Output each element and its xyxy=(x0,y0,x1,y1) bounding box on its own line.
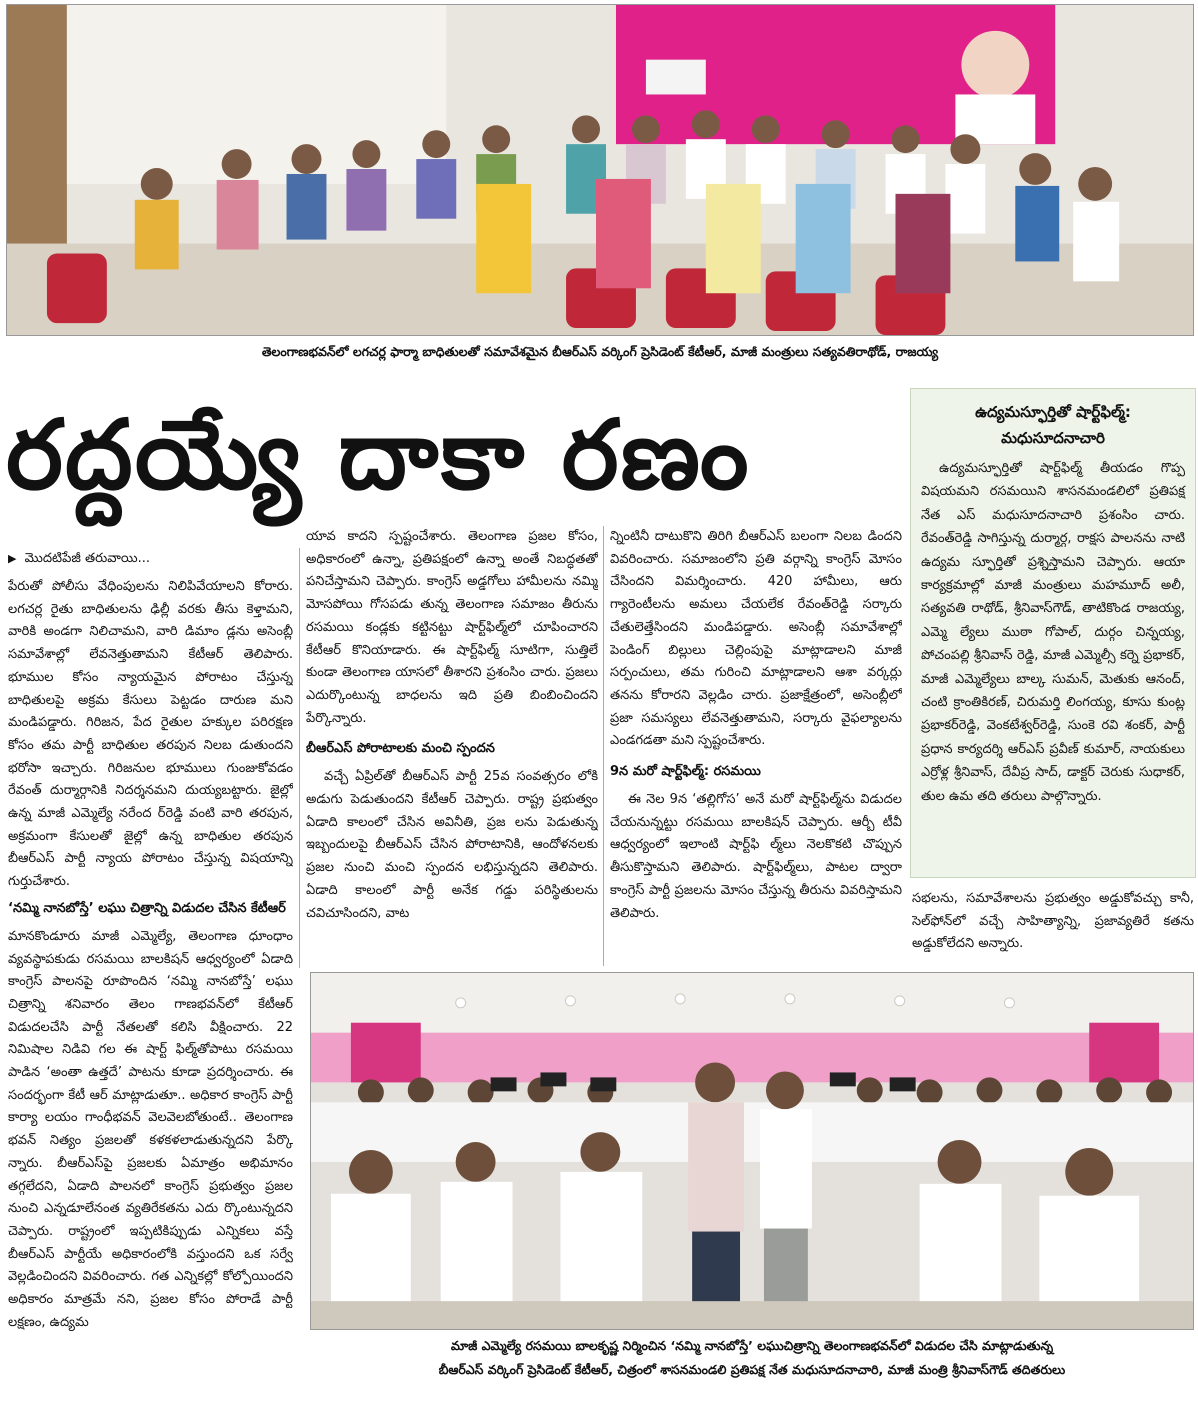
sidebar-body xyxy=(921,457,1185,808)
bottom-photo-caption-line-1: మాజీ ఎమ్మెల్యే రసమయి బాలకృష్ణ నిర్మించిన ‘నమ్మి నానబోస్తే’ లఘుచిత్రాన్ని తెలంగాణభవన్‌లో విడుదల చేసి మాట్లాడుతున్న xyxy=(450,1338,1054,1353)
article-column-1 xyxy=(8,548,293,1400)
article-paragraph: మానకొండూరు మాజీ ఎమ్మెల్యే, తెలంగాణ ధూంధాం వ్యవస్థాపకుడు రసమయి బాలకిషన్ ఆధ్వర్యంలో ఏడాది కాంగ్రెస్ పాలనపై రూపొందిన ‘నమ్మి నానబోస్తే’ లఘు చిత్రాన్ని శనివారం తెలం గాణభవన్‌లో కేటీఆర్ విడుదలచేసి పార్టీ నేతలతో కలిసి వీక్షించారు. 22 నిమిషాల నిడివి గల ఈ షార్ట్ ఫిల్మ్‌తోపాటు రసమయి పాడిన ‘అంతా ఉత్తదే’ పాటను కూడా ప్రదర్శించారు. ఈ సందర్భంగా కేటీ ఆర్ మాట్లాడుతూ.. అధికార కాంగ్రెస్ పార్టీ కార్యా లయం గాంధీభవన్ వెలవెలబోతుంటే.. తెలంగాణ భవన్ నిత్యం ప్రజలతో కళకళలాడుతున్నదని పేర్కొ న్నారు. బీఆర్‌ఎస్‌పై ప్రజలకు ఏమాత్రం అభిమానం తగ్గలేదని, ఏడాది పాలనలో కాంగ్రెస్ ప్రభుత్వం ప్రజల నుంచి ఎన్నడూలేనంత వ్యతిరేకతను ఎదు ర్కొంటున్నదని చెప్పారు. రాష్ట్రంలో ఇప్పటికిప్పుడు ఎన్నికలు వస్తే బీఆర్‌ఎస్ పార్టీయే అధికారంలోకి వస్తుందని ఒక సర్వే వెల్లడించిందని వివరించారు. గత ఎన్నికల్లో కోల్పోయిందని అధికారం మాత్రమే నని, ప్రజల కోసం పోరాడే పార్టీ లక్షణం, ఉద్యమ xyxy=(8,928,293,1330)
article-paragraph: యావ కాదని స్పష్టంచేశారు. తెలంగాణ ప్రజల కోసం, అధికారంలో ఉన్నా, ప్రతిపక్షంలో ఉన్నా అంతే నిబద్ధతతో పనిచేస్తామని చెప్పారు. కాంగ్రెస్ అడ్డగోలు హామీలను నమ్మి మోసపోయి గోసపడు తున్న తెలంగాణ సమాజం తీరును రసమయి కండ్లకు కట్టినట్టు షార్ట్‌ఫిల్మ్‌లో చూపించారని కేటీఆర్ కొనియాడారు. ఈ షార్ట్‌ఫిల్మ్ సూటిగా, సుత్తిలే కుండా తెలంగాణ యాసలో తీశారని ప్రశంసిం చారు. ప్రజలు ఎదుర్కొంటున్న బాధలను ఇది ప్రతి బింబించిందని పేర్కొన్నారు. xyxy=(306,529,598,726)
bottom-photo-caption-line-2: బీఆర్‌ఎస్ వర్కింగ్ ప్రెసిడెంట్ కేటీఆర్, చిత్రంలో శాసనమండలి ప్రతిపక్ష నేత మధుసూదనాచారి, మాజీ మంత్రి శ్రీనివాస్‌గౌడ్ తదితరులు xyxy=(438,1362,1066,1377)
bottom-photo-illustration xyxy=(311,973,1193,1329)
column-divider xyxy=(299,548,300,968)
column-divider xyxy=(603,526,604,966)
article-column-2 xyxy=(306,526,598,966)
continuation-text: మొదటిపేజీ తరువాయి... xyxy=(24,551,151,566)
article-paragraph: న్నింటినీ దాటుకొని తిరిగి బీఆర్‌ఎస్ బలంగా నిలబ డిందని వివరించారు. సమాజంలోని ప్రతి వర్గాన్ని కాంగ్రెస్ మోసం చేసిందని విమర్శించారు. 420 హామీలు, ఆరు గ్యారెంటీలను అమలు చేయలేక రేవంత్‌రెడ్డి సర్కారు చేతులెత్తేసిందని మండిపడ్డారు. అసెంబ్లీ సమావేశాల్లో పెండింగ్ బిల్లులు చెల్లింపుపై మాట్లాడాలని మాజీ సర్పంచులు, తమ గురించి మాట్లాడాలని ఆశా వర్కర్లు తనను కోరారని వెల్లడిం చారు. ప్రజాక్షేత్రంలో, అసెంబ్లీలో ప్రజా సమస్యలు లేవనెత్తుతామని, సర్కారు వైఫల్యాలను ఎండగడతా మని స్పష్టంచేశారు. xyxy=(610,529,902,749)
article-column-3 xyxy=(610,526,902,966)
top-photo-illustration xyxy=(7,5,1193,335)
article-paragraph: వచ్చే ఏప్రిల్‌తో బీఆర్‌ఎస్ పార్టీ 25వ సంవత్సరం లోకి అడుగు పెడుతుందని కేటీఆర్ చెప్పారు. రాష్ట్ర ప్రభుత్వం ఏడాది కాలంలో చేసిన అవినీతి, ప్రజ లను పెడుతున్న ఇబ్బందులపై బీఆర్‌ఎస్ చేసిన పోరాటానికి, ఆందోళనలకు ప్రజల నుంచి మంచి స్పందన లభిస్తున్నదని తెలిపారు. ఏడాది కాలంలో పార్టీ అనేక గడ్డు పరిస్థితులను చవిచూసిందని, వాట xyxy=(306,769,598,921)
sidebar-title: ఉద్యమస్ఫూర్తితో షార్ట్‌ఫిల్మ్: మధుసూదనాచారి xyxy=(975,403,1131,447)
continuation-line xyxy=(8,548,293,570)
subheading: బీఆర్‌ఎస్ పోరాటాలకు మంచి స్పందన xyxy=(306,741,495,757)
top-photo-caption: తెలంగాణభవన్‌లో లగచర్ల ఫార్మా బాధితులతో సమావేశమైన బీఆర్‌ఎస్ వర్కింగ్ ప్రెసిడెంట్ కేటీఆర్, మాజీ మంత్రులు సత్యవతిరాథోడ్, రాజయ్య xyxy=(261,344,939,359)
subheading: 9న మరో షార్ట్‌ఫిల్మ్: రసమయి xyxy=(610,764,761,780)
top-photo xyxy=(6,4,1194,336)
bottom-photo xyxy=(310,972,1194,1330)
triangle-pointer-icon: ▶ xyxy=(8,552,17,565)
article-paragraph: పేరుతో పోలీసు వేధింపులను నిలిపివేయాలని కోరారు. లగచర్ల రైతు బాధితులను ఢిల్లీ వరకు తీసు కెళ్తామని, వారికి అండగా నిలిచామని, వారి డిమాం డ్లను అసెంబ్లీ సమావేశాల్లో లేవనెత్తుతామని కేటీఆర్ తెలిపారు. భూముల కోసం న్యాయమైన పోరాటం చేస్తున్న బాధితులపై అక్రమ కేసులు పెట్టడం దారుణ మని మండిపడ్డారు. గిరిజన, పేద రైతుల హక్కుల పరిరక్షణ కోసం తమ పార్టీ బాధితుల తరపున నిలబ డుతుందని భరోసా ఇచ్చారు. గిరిజనుల భూములు గుంజుకోవడం రేవంత్ దుర్మార్గానికి నిదర్శనమని దుయ్యబట్టారు. జైల్లో ఉన్న మాజీ ఎమ్మెల్యే నరేంద ర్‌రెడ్డి వంటి వారి తరపున, అక్రమంగా కేసులతో జైల్లో ఉన్న బాధితుల తరపున బీఆర్‌ఎస్ పార్టీ న్యాయ పోరాటం చేస్తున్న విషయాన్ని గుర్తుచేశారు. xyxy=(8,579,293,890)
article-paragraph: ఈ నెల 9న ‘తల్లిగోస’ అనే మరో షార్ట్‌ఫిల్మ్‌ను విడుదల చేయనున్నట్టు రసమయి బాలకిషన్ చెప్పారు. ఆర్బీ టీవీ ఆధ్వర్యంలో ఇలాంటి షార్ట్‌ఫి ల్మ్‌లు నెలకొకటి చొప్పున తీసుకొస్తామని తెలిపారు. షార్ట్‌ఫిల్మ్‌లు, పాటల ద్వారా కాంగ్రెస్ పార్టీ ప్రజలను మోసం చేస్తున్న తీరును వివరిస్తామని తెలిపారు. xyxy=(610,792,902,921)
sidebar-box xyxy=(910,388,1196,878)
page-headline: రద్దయ్యే దాకా రణం xyxy=(6,399,751,511)
sidebar-paragraph: ఉద్యమస్ఫూర్తితో షార్ట్‌ఫిల్మ్ తీయడం గొప్ప విషయమని రసమయిని శాసనమండలిలో ప్రతిపక్ష నేత ఎస్ మధుసూదనాచారి ప్రశంసిం చారు. రేవంత్‌రెడ్డి సాగిస్తున్న దుర్మార్గ, రాక్షస పాలనను నాటి ఉద్యమ స్ఫూర్తితో ప్రశ్నిస్తామని చెప్పారు. ఆయా కార్యక్రమాల్లో మాజీ మంత్రులు మహమూద్ అలీ, సత్యవతి రాథోడ్, శ్రీనివాస్‌గౌడ్, తాటికొండ రాజయ్య, ఎమ్మె ల్యేలు ముఠా గోపాల్, దుర్గం చిన్నయ్య, పోచంపల్లి శ్రీనివాస్ రెడ్డి, మాజీ ఎమ్మెల్సీ కర్నె ప్రభాకర్, మాజీ ఎమ్మెల్యేలు బాల్క సుమన్, మెతుకు ఆనంద్, చంటి క్రాంతికిరణ్, చిరుమర్తి లింగయ్య, కూసు కుంట్ల ప్రభాకర్‌రెడ్డి, వెంకటేశ్వర్‌రెడ్డి, సుంకె రవి శంకర్, పార్టీ ప్రధాన కార్యదర్శి ఆర్‌ఎస్ ప్రవీణ్ కుమార్, నాయకులు ఎర్రోళ్ల శ్రీనివాస్, దేవీప్ర సాద్, డాక్టర్ చెరుకు సుధాకర్, తుల ఉమ తది తరులు పాల్గొన్నారు. xyxy=(921,461,1185,804)
article-paragraph: సభలను, సమావేశాలను ప్రభుత్వం అడ్డుకోవచ్చు కానీ, సెల్‌ఫోన్‌లో వచ్చే సాహిత్యాన్ని, ప్రజావ్యతిరే కతను అడ్డుకోలేదని అన్నారు. xyxy=(912,891,1194,952)
article-column-4-tail xyxy=(912,888,1194,968)
subheading: ‘నమ్మి నానబోస్తే’ లఘు చిత్రాన్ని విడుదల చేసిన కేటీఆర్ xyxy=(8,900,286,916)
